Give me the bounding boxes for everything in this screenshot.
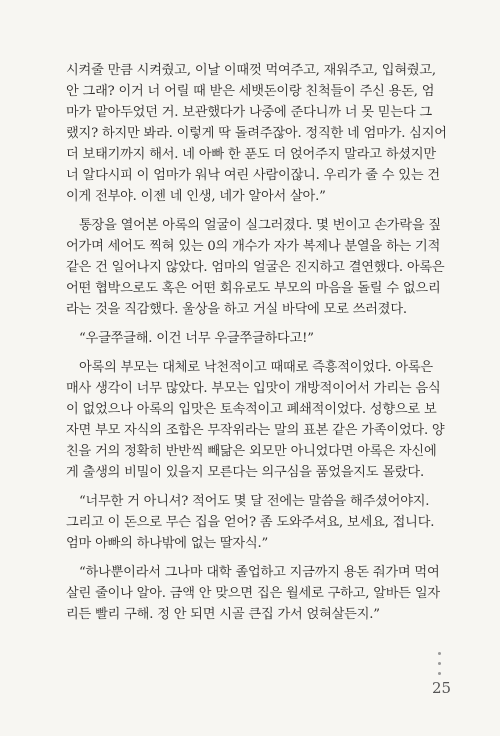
text-line: 더 보태기까지 해서. 네 아빠 한 푼도 더 얹어주지 말라고 하셨지만	[66, 147, 436, 162]
page-number: 25	[432, 679, 452, 697]
text-line: 같은 건 일어나지 않았다. 엄마의 얼굴은 진지하고 결연했다. 아록은	[66, 260, 445, 275]
text-line: 친을 거의 정확히 반반씩 빼닮은 외모만 아니었다면 아록은 자신에	[66, 444, 437, 459]
text-line: 매사 생각이 너무 많았다. 부모는 입맛이 개방적이어서 가리는 음식	[66, 381, 441, 396]
text-line: 너 알다시피 이 엄마가 워낙 여린 사람이잖니. 우리가 줄 수 있는 건	[66, 168, 440, 183]
text-line: 게 출생의 비밀이 있을지 모른다는 의구심을 품었을지도 몰랐다.	[66, 465, 424, 480]
ornament-dot	[438, 652, 441, 655]
text-line: 이 없었으나 아록의 입맛은 토속적이고 폐쇄적이었다. 성향으로 보	[66, 402, 437, 417]
dialogue-line: “너무한 거 아니셔? 적어도 몇 달 전에는 말씀을 해주셨어야지.	[79, 494, 430, 509]
ornament-dot	[438, 662, 441, 665]
text-line: 랬지? 하지만 봐라. 이렇게 딱 돌려주잖아. 정직한 네 엄마가. 심지어	[66, 126, 447, 141]
dialogue-line: “하나뿐이라서 그나마 대학 졸업하고 지금까지 용돈 줘가며 먹여	[79, 565, 440, 580]
dialogue-line: 리든 빨리 구해. 정 안 되면 시골 큰집 가서 얹혀살든지.”	[66, 607, 380, 622]
dialogue-line: “우글쭈글해. 이건 너무 우글쭈글하다고!”	[79, 331, 314, 346]
text-line: 라는 것을 직감했다. 울상을 하고 거실 바닥에 모로 쓰러졌다.	[66, 302, 407, 317]
text-line: 안 그래? 이거 너 어릴 때 받은 세뱃돈이랑 친척들이 주신 용돈, 엄	[66, 84, 435, 99]
text-line: 시켜줄 만큼 시켜줬고, 이날 이때껏 먹여주고, 재워주고, 입혀줬고,	[66, 63, 436, 78]
ornament-dot	[438, 672, 441, 675]
body-text	[66, 60, 447, 625]
dialogue-line: 엄마 아빠의 하나밖에 없는 딸자식.”	[66, 536, 269, 551]
text-line: 어가며 세어도 찍혀 있는 0의 개수가 자가 복제나 분열을 하는 기적	[66, 239, 441, 254]
text-line: 아록의 부모는 대체로 낙천적이고 때때로 즉흥적이었다. 아록은	[79, 360, 433, 375]
dialogue-line: 살린 줄이나 알아. 금액 안 맞으면 집은 월세로 구하고, 알바든 일자	[66, 586, 440, 601]
dialogue-line: 그리고 이 돈으로 무슨 집을 얻어? 좀 도와주셔요, 보세요, 접니다.	[66, 515, 435, 530]
text-line: 통장을 열어본 아록의 얼굴이 실그러졌다. 몇 번이고 손가락을 짚	[79, 218, 441, 233]
text-line: 마가 맡아두었던 거. 보관했다가 나중에 준다니까 너 못 믿는다 그	[66, 105, 432, 120]
text-line: 이게 전부야. 이젠 네 인생, 네가 알아서 살아.”	[66, 189, 326, 204]
text-line: 자면 부모 자식의 조합은 무작위라는 말의 표본 같은 가족이었다. 양	[66, 423, 445, 438]
text-line: 어떤 협박으로도 혹은 어떤 회유로도 부모의 마음을 돌릴 수 없으리	[66, 281, 441, 296]
